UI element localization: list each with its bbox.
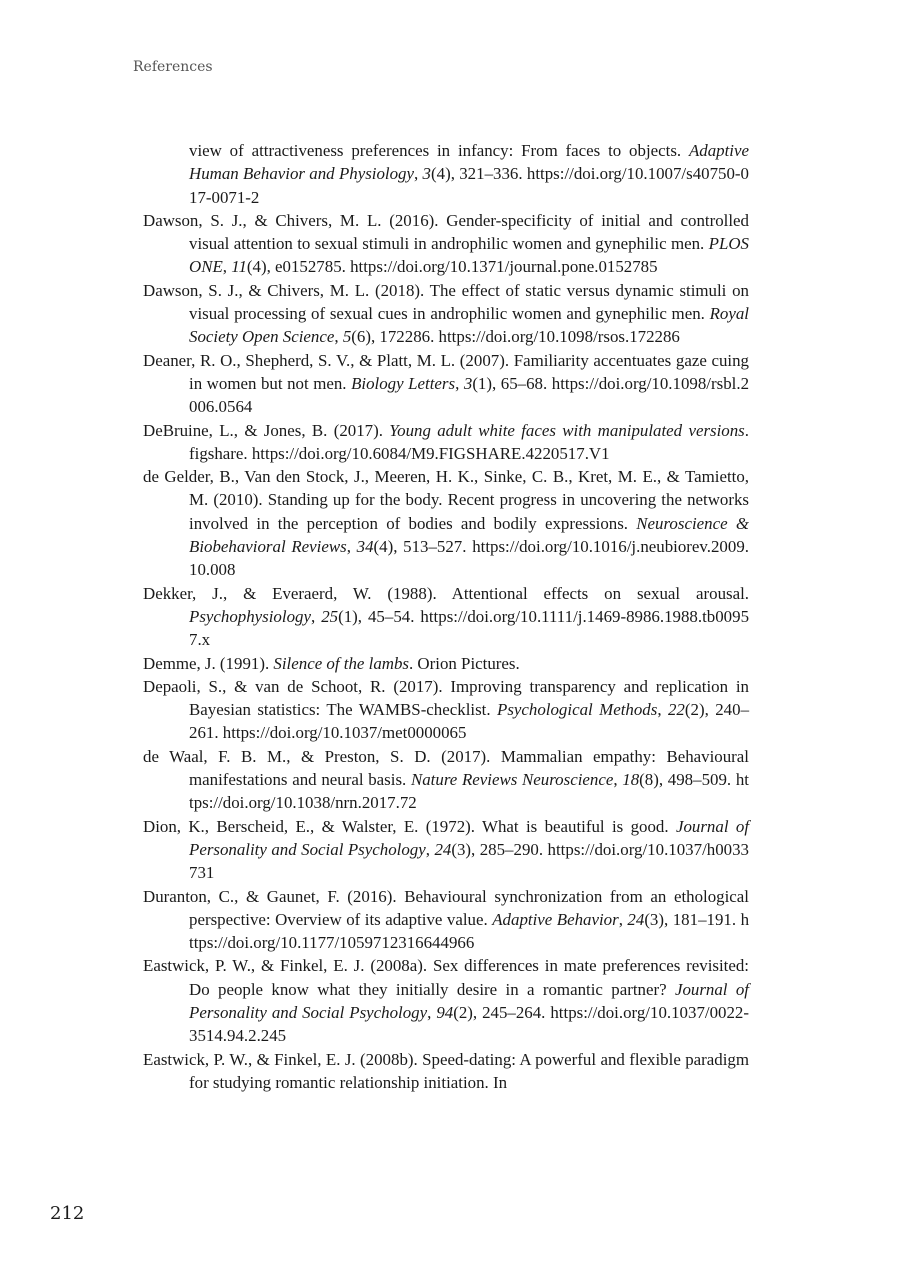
reference-entry: Eastwick, P. W., & Finkel, E. J. (2008b). Speed-dating: A powerful and flexible paradigm for studying romantic relationship initiation. In [143,1049,749,1092]
reference-entry: de Waal, F. B. M., & Preston, S. D. (2017). Mammalian empathy: Behavioural manifestations and neural basis. Nature Reviews Neuroscience, 18(8), 498–509. https://doi.org/10.1038/nrn.2017.72 [143,746,749,813]
running-head: References [133,59,213,75]
doi-link[interactable]: https://doi.org/10.1371/journal.pone.0152785 [350,257,658,277]
doi-link[interactable]: https://doi.org/10.1177/1059712316644966 [189,909,750,953]
reference-entry: Eastwick, P. W., & Finkel, E. J. (2008a). Sex differences in mate preferences revisited: Do people know what they initially desire in a romantic partner? Journal of Personality and Social Psychology, 94(2), 245–264. https://doi.org/10.1037/0022-3514.94.2.245 [143,956,749,1046]
doi-link[interactable]: https://doi.org/10.1016/j.neubiorev.2009.10.008 [189,537,749,580]
doi-link[interactable]: https://doi.org/10.1037/h0033731 [189,839,749,883]
reference-entry: Dion, K., Berscheid, E., & Walster, E. (1972). What is beautiful is good. Journal of Personality and Social Psychology, 24(3), 285–290. https://doi.org/10.1037/h0033731 [143,816,750,883]
reference-entry: Depaoli, S., & van de Schoot, R. (2017). Improving transparency and replication in Bayesian statistics: The WAMBS-checklist. Psychological Methods, 22(2), 240–261. https://doi.org/10.1037/met0000065 [143,676,750,743]
reference-entry: Dawson, S. J., & Chivers, M. L. (2016). Gender-specificity of initial and controlled visual attention to sexual stimuli in androphilic women and gynephilic men. PLOS ONE, 11(4), e0152785. https://doi.org/10.1371/journal.pone.0152785 [143,210,749,277]
reference-entry: Demme, J. (1991). Silence of the lambs. Orion Pictures. [143,653,520,673]
doi-link[interactable]: https://doi.org/10.1098/rsos.172286 [438,327,680,347]
doi-link[interactable]: https://doi.org/10.1007/s40750-017-0071-2 [189,164,749,207]
doi-link[interactable]: https://doi.org/10.1038/nrn.2017.72 [189,770,749,813]
reference-entry: Deaner, R. O., Shepherd, S. V., & Platt, M. L. (2007). Familiarity accentuates gaze cuing in women but not men. Biology Letters, 3(1), 65–68. https://doi.org/10.1098/rsbl.2006.0564 [143,350,750,417]
reference-list [143,139,749,1094]
doi-link[interactable]: https://doi.org/10.6084/M9.FIGSHARE.4220517.V1 [251,443,610,463]
doi-link[interactable]: https://doi.org/10.1037/0022-3514.94.2.245 [189,1002,749,1046]
doi-link[interactable]: https://doi.org/10.1037/met0000065 [222,723,467,743]
doi-link[interactable]: https://doi.org/10.1111/j.1469-8986.1988.tb00957.x [189,606,750,650]
page-number: 212 [50,1203,85,1224]
doi-link[interactable]: https://doi.org/10.1098/rsbl.2006.0564 [189,373,750,417]
reference-entry: view of attractiveness preferences in infancy: From faces to objects. Adaptive Human Behavior and Physiology, 3(4), 321–336. https://doi.org/10.1007/s40750-017-0071-2 [189,141,749,207]
reference-entry: Dawson, S. J., & Chivers, M. L. (2018). The effect of static versus dynamic stimuli on visual processing of sexual cues in androphilic women and gynephilic men. Royal Society Open Science, 5(6), 172286. https://doi.org/10.1098/rsos.172286 [143,280,749,347]
reference-entry: DeBruine, L., & Jones, B. (2017). Young adult white faces with manipulated versions. figshare. https://doi.org/10.6084/M9.FIGSHARE.4220517.V1 [143,420,749,463]
reference-entry: de Gelder, B., Van den Stock, J., Meeren, H. K., Sinke, C. B., Kret, M. E., & Tamietto, M. (2010). Standing up for the body. Recent progress in uncovering the networks involved in the perception of bodies and bodily expressions. Neuroscience & Biobehavioral Reviews, 34(4), 513–527. https://doi.org/10.1016/j.neubiorev.2009.10.008 [143,467,749,580]
reference-entry: Duranton, C., & Gaunet, F. (2016). Behavioural synchronization from an ethological perspective: Overview of its adaptive value. Adaptive Behavior, 24(3), 181–191. https://doi.org/10.1177/1059712316644966 [143,886,750,953]
reference-entry: Dekker, J., & Everaerd, W. (1988). Attentional effects on sexual arousal. Psychophysiology, 25(1), 45–54. https://doi.org/10.1111/j.1469-8986.1988.tb00957.x [143,583,750,650]
